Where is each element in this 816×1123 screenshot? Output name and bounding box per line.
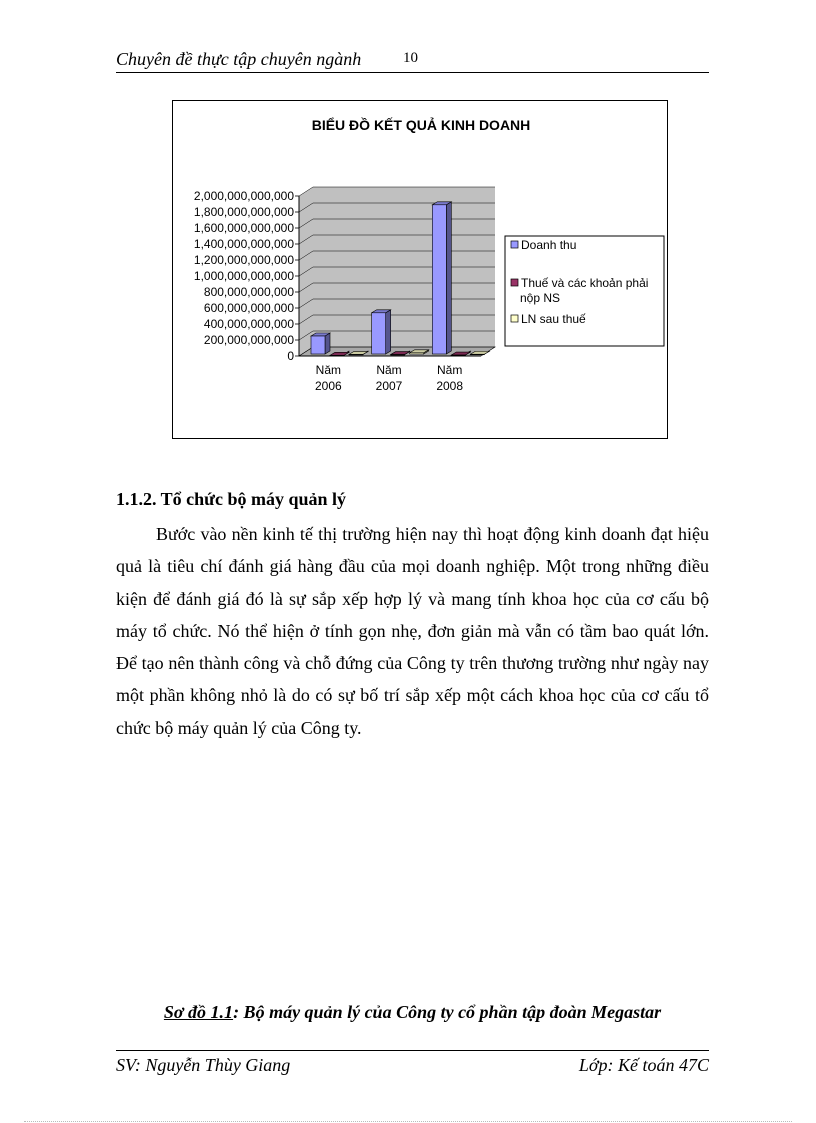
x-tick-label: Năm [436,363,463,377]
x-tick-label: 2008 [436,379,464,393]
y-tick-label: 0 [287,349,294,363]
section-body [116,518,709,744]
bar-ln-sau-thu- [470,354,484,355]
bar-ln-sau-thu- [410,353,424,354]
header-title: Chuyên đề thực tập chuyên ngành [116,49,362,69]
x-tick-label: Năm [376,363,402,377]
bar-thu-v-c-c-kho-n-ph-i-n-p-ns [391,355,405,356]
footer-class: Lớp: Kế toán 47C [578,1055,709,1075]
bar-ln-sau-thu- [349,354,363,355]
bar-doanh-thu-side [386,310,391,354]
page-number: 10 [403,50,418,66]
legend-label: nộp NS [520,291,561,305]
plot-wall [299,187,495,356]
y-tick-label: 200,000,000,000 [203,333,294,347]
body-paragraph: Bước vào nền kinh tế thị trường hiện nay thì hoạt động kinh doanh đạt hiệu quả là tiêu chí đánh giá hàng đầu của mọi doanh nghiệp. Một trong những điều kiện để đánh giá đó là sự sắp xếp hợp lý và mang tính khoa học của cơ cấu bộ máy tổ chức. Nó thể hiện ở tính gọn nhẹ, đơn giản mà vẫn có tầm bao quát lớn. Để tạo nên thành công và chỗ đứng của Công ty trên thương trường như ngày nay một phần không nhỏ là do có sự bố trí sắp xếp một cách khoa học của cơ cấu tổ chức bộ máy quản lý của Công ty. [116,524,709,738]
chart-svg [173,101,669,440]
legend-label: Thuế và các khoản phải [521,276,649,290]
footer-student: SV: Nguyễn Thùy Giang [116,1055,291,1075]
y-tick-label: 600,000,000,000 [203,301,294,315]
legend-swatch [511,315,518,322]
y-tick-label: 1,000,000,000,000 [193,269,294,283]
chart-title: BIỂU ĐỒ KẾT QUẢ KINH DOANH [311,117,531,133]
section-heading: 1.1.2. Tổ chức bộ máy quản lý [116,489,347,509]
bar-doanh-thu [311,336,325,354]
diagram-caption [116,1002,709,1023]
legend-label: LN sau thuế [521,312,586,326]
page-bottom-divider [24,1121,792,1122]
y-tick-label: 1,600,000,000,000 [193,221,294,235]
y-tick-label: 400,000,000,000 [203,317,294,331]
page-header [116,48,709,73]
bar-doanh-thu-side [325,333,330,354]
x-tick-label: Năm [315,363,342,377]
page-footer [116,1050,709,1075]
bar-thu-v-c-c-kho-n-ph-i-n-p-ns [451,355,465,356]
y-tick-label: 1,200,000,000,000 [193,253,294,267]
y-tick-label: 2,000,000,000,000 [193,189,294,203]
y-tick-label: 1,400,000,000,000 [193,237,294,251]
y-tick-label: 1,800,000,000,000 [193,205,294,219]
bar-doanh-thu-side [446,202,451,354]
bar-doanh-thu [432,205,446,354]
legend-swatch [511,241,518,248]
y-tick-label: 800,000,000,000 [203,285,294,299]
business-results-chart [172,100,668,439]
x-tick-label: 2007 [375,379,403,393]
legend-label: Doanh thu [521,238,577,252]
x-tick-label: 2006 [314,379,342,393]
bar-thu-v-c-c-kho-n-ph-i-n-p-ns [330,355,344,356]
bar-doanh-thu [372,313,386,354]
diagram-caption-text: : Bộ máy quản lý của Công ty cổ phần tập đoàn Megastar [233,1002,662,1022]
legend-swatch [511,279,518,286]
diagram-caption-label: Sơ đồ 1.1 [163,1002,234,1022]
